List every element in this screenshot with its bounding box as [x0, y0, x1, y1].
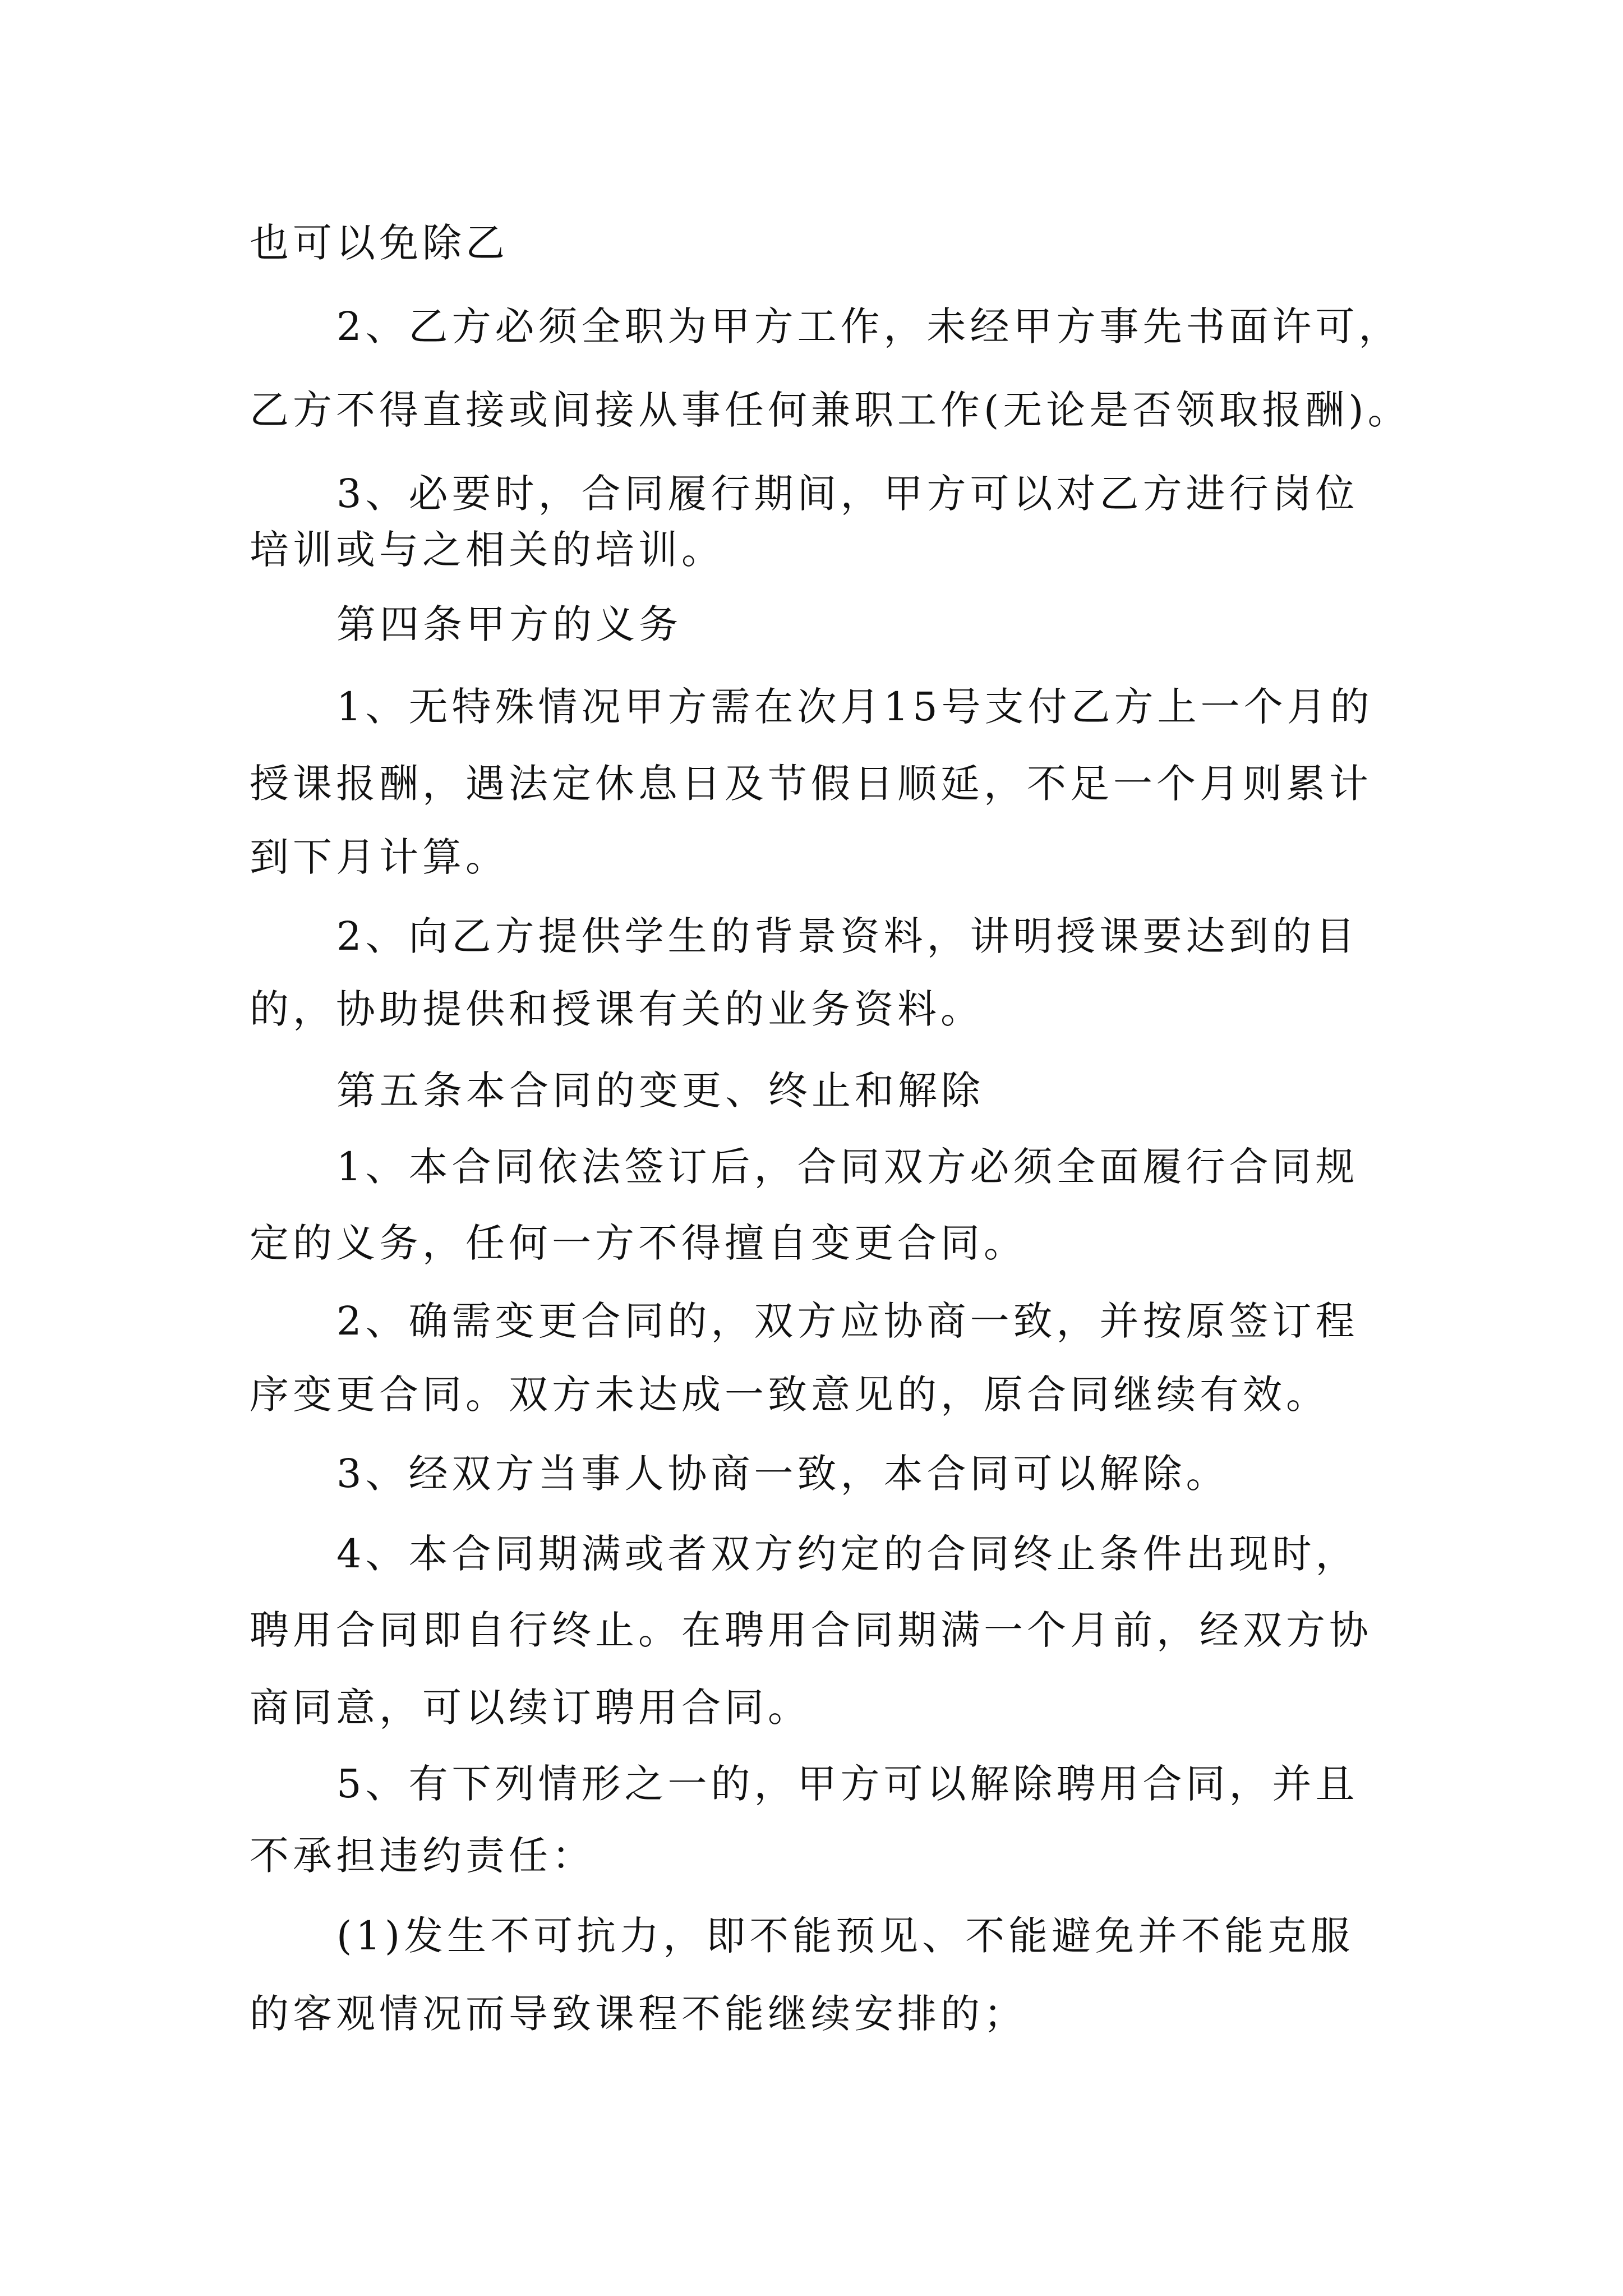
text-line: 5、有下列情形之一的，甲方可以解除聘用合同，并且: [336, 1761, 1359, 1807]
text-line: 的，协助提供和授课有关的业务资料。: [250, 986, 984, 1032]
text-line: 3、必要时，合同履行期间，甲方可以对乙方进行岗位: [336, 471, 1359, 517]
text-line: 3、经双方当事人协商一致，本合同可以解除。: [336, 1451, 1229, 1497]
text-line: 的客观情况而导致课程不能继续安排的；: [250, 1991, 1027, 2037]
text-line: 2、确需变更合同的，双方应协商一致，并按原签订程: [336, 1298, 1359, 1344]
text-line: (1)发生不可抗力，即不能预见、不能避免并不能克服: [336, 1913, 1354, 1959]
text-line: 4、本合同期满或者双方约定的合同终止条件出现时，: [336, 1531, 1359, 1577]
text-line: 到下月计算。: [250, 834, 509, 880]
text-line: 2、向乙方提供学生的背景资料，讲明授课要达到的目: [336, 913, 1359, 959]
section-heading: 第五条本合同的变更、终止和解除: [336, 1068, 984, 1114]
text-line: 不承担违约责任：: [250, 1833, 595, 1879]
text-line: 1、本合同依法签订后，合同双方必须全面履行合同规: [336, 1144, 1359, 1190]
text-line: 聘用合同即自行终止。在聘用合同期满一个月前，经双方协: [250, 1607, 1372, 1653]
text-line: 定的义务，任何一方不得擅自变更合同。: [250, 1220, 1027, 1266]
section-heading: 第四条甲方的义务: [336, 601, 682, 647]
text-line: 也可以免除乙: [250, 220, 509, 266]
text-line: 序变更合同。双方未达成一致意见的，原合同继续有效。: [250, 1372, 1329, 1418]
text-line: 1、无特殊情况甲方需在次月15号支付乙方上一个月的: [336, 684, 1373, 730]
text-line: 2、乙方必须全职为甲方工作，未经甲方事先书面许可，: [336, 303, 1402, 349]
text-line: 乙方不得直接或间接从事任何兼职工作(无论是否领取报酬)。: [250, 387, 1411, 433]
text-line: 授课报酬，遇法定休息日及节假日顺延，不足一个月则累计: [250, 761, 1372, 807]
text-line: 培训或与之相关的培训。: [250, 527, 725, 573]
text-line: 商同意，可以续订聘用合同。: [250, 1685, 811, 1731]
